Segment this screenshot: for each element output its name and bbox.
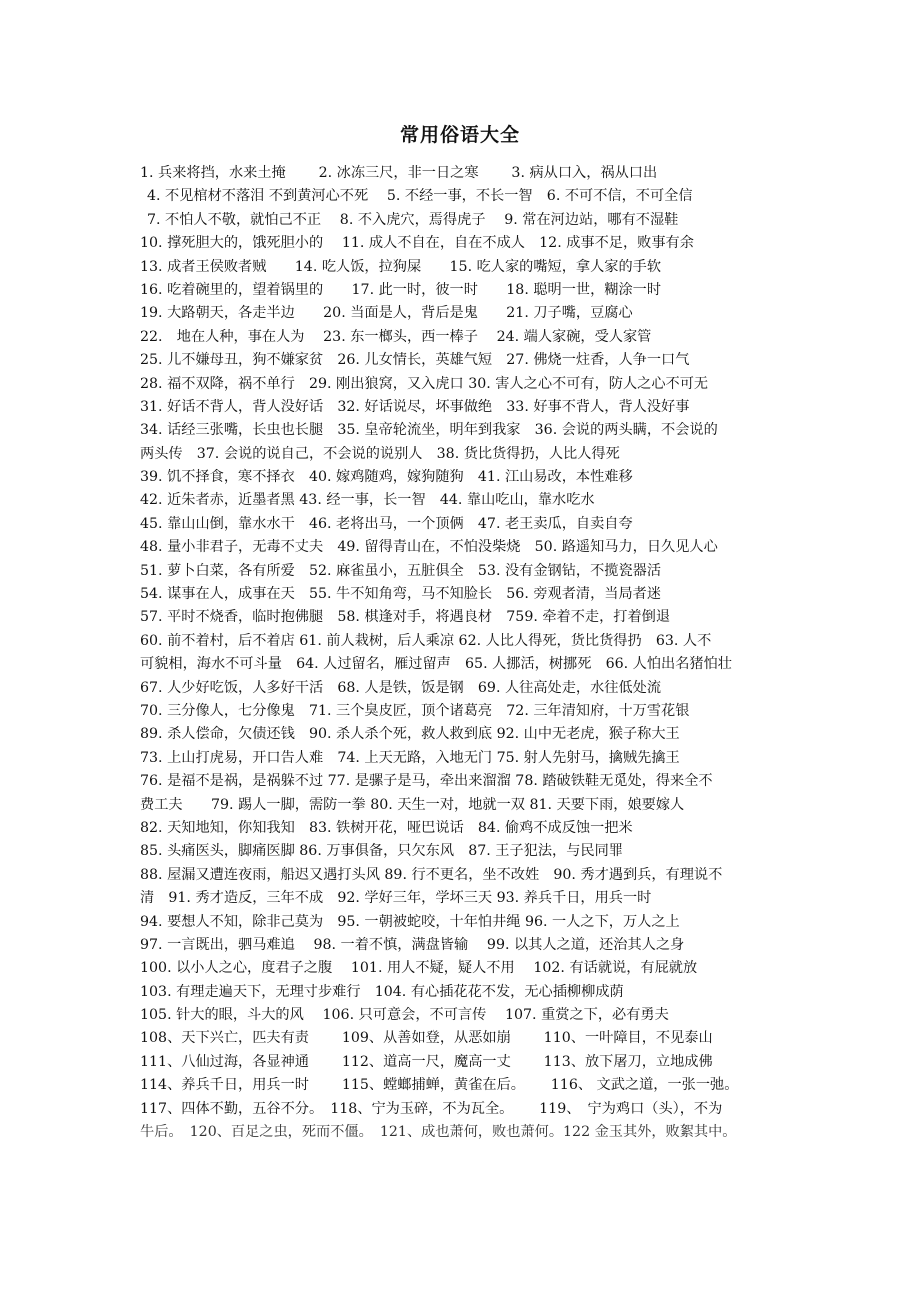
proverb-line: 45. 靠山山倒，靠水水干 46. 老将出马，一个顶俩 47. 老王卖瓜，自卖自夸 bbox=[140, 515, 633, 532]
proverb-line: 7. 不怕人不敬，就怕己不正 8. 不入虎穴，焉得虎子 9. 常在河边站，哪有不湿鞋 bbox=[147, 211, 679, 228]
page-title: 常用俗语大全 bbox=[399, 124, 520, 146]
proverb-line: 114、养兵千日，用兵一时 115、螳螂捕蝉，黄雀在后。 116、 文武之道，一张一弛。 bbox=[140, 1077, 739, 1094]
proverb-line: 4. 不见棺材不落泪 不到黄河心不死 5. 不经一事，不长一智 6. 不可不信，不可全信 bbox=[147, 188, 693, 205]
proverb-line: 19. 大路朝天，各走半边 20. 当面是人，背后是鬼 21. 刀子嘴，豆腐心 bbox=[140, 305, 633, 322]
proverb-line: 费工夫 79. 踢人一脚，需防一拳 80. 天生一对，地就一双 81. 天要下雨，娘要嫁人 bbox=[140, 796, 685, 813]
proverb-line: 48. 量小非君子，无毒不丈夫 49. 留得青山在，不怕没柴烧 50. 路遥知马力，日久见人心 bbox=[140, 539, 718, 556]
proverb-line: 清 91. 秀才造反，三年不成 92. 学好三年，学坏三天 93. 养兵千日，用兵一时 bbox=[140, 890, 652, 907]
proverb-line: 117、四体不勤，五谷不分。 118、宁为玉碎，不为瓦全。 119、 宁为鸡口（头），不为 bbox=[140, 1100, 723, 1117]
proverb-list bbox=[140, 162, 792, 1144]
proverb-line: 94. 要想人不知，除非己莫为 95. 一朝被蛇咬，十年怕井绳 96. 一人之下，万人之上 bbox=[140, 913, 680, 930]
proverb-line: 可貌相，海水不可斗量 64. 人过留名，雁过留声 65. 人挪活，树挪死 66. 人怕出名猪怕壮 bbox=[140, 656, 732, 673]
proverb-line: 67. 人少好吃饭，人多好干活 68. 人是铁，饭是钢 69. 人往高处走，水往低处流 bbox=[140, 679, 662, 696]
proverb-line: 51. 萝卜白菜，各有所爱 52. 麻雀虽小，五脏俱全 53. 没有金钢钻，不揽瓷器活 bbox=[140, 562, 662, 579]
proverb-line: 111、八仙过海，各显神通 112、道高一尺，魔高一丈 113、放下屠刀，立地成佛 bbox=[140, 1053, 713, 1070]
proverb-line: 39. 饥不择食，寒不择衣 40. 嫁鸡随鸡，嫁狗随狗 41. 江山易改，本性难移 bbox=[140, 469, 633, 486]
proverb-line: 16. 吃着碗里的，望着锅里的 17. 此一时，彼一时 18. 聪明一世，糊涂一时 bbox=[140, 281, 662, 298]
proverb-line: 97. 一言既出，驷马难追 98. 一着不慎，满盘皆输 99. 以其人之道，还治其人之身 bbox=[140, 936, 685, 953]
proverb-line: 105. 针大的眼，斗大的风 106. 只可意会，不可言传 107. 重赏之下，必有勇夫 bbox=[140, 1007, 669, 1024]
proverb-line: 73. 上山打虎易，开口告人难 74. 上天无路，入地无门 75. 射人先射马，擒贼先擒王 bbox=[140, 749, 680, 766]
proverb-line: 28. 福不双降，祸不单行 29. 刚出狼窝，又入虎口 30. 害人之心不可有，防人之心不可无 bbox=[140, 375, 709, 392]
proverb-line: 54. 谋事在人，成事在天 55. 牛不知角弯，马不知脸长 56. 旁观者清，当局者迷 bbox=[140, 586, 662, 603]
proverb-line: 31. 好话不背人，背人没好话 32. 好话说尽，坏事做绝 33. 好事不背人，背人没好事 bbox=[140, 398, 690, 415]
proverb-line: 25. 儿不嫌母丑，狗不嫌家贫 26. 儿女情长，英雄气短 27. 佛烧一炷香，人争一口气 bbox=[140, 352, 690, 369]
proverb-line: 22. 地在人种，事在人为 23. 东一榔头，西一棒子 24. 端人家碗，受人家管 bbox=[140, 328, 652, 345]
proverb-line: 76. 是福不是祸，是祸躲不过 77. 是骡子是马，牵出来溜溜 78. 踏破铁鞋无觅处，得来全不 bbox=[140, 773, 713, 790]
proverb-line: 89. 杀人偿命，欠债还钱 90. 杀人杀个死，救人救到底 92. 山中无老虎，猴子称大王 bbox=[140, 726, 680, 743]
proverb-line: 70. 三分像人，七分像鬼 71. 三个臭皮匠，顶个诸葛亮 72. 三年清知府，十万雪花银 bbox=[140, 702, 690, 719]
proverb-line: 34. 话经三张嘴，长虫也长腿 35. 皇帝轮流坐，明年到我家 36. 会说的两头瞒，不会说的 bbox=[140, 422, 718, 439]
proverb-line: 108、天下兴亡，匹夫有责 109、从善如登，从恶如崩 110、一叶障目，不见泰山 bbox=[140, 1030, 713, 1047]
proverb-line: 牛后。 120、百足之虫，死而不僵。 121、成也萧何，败也萧何。122 金玉其外，败絮其中。 bbox=[140, 1124, 737, 1141]
proverb-line: 13. 成者王侯败者贼 14. 吃人饭，拉狗屎 15. 吃人家的嘴短，拿人家的手软 bbox=[140, 258, 662, 275]
proverb-line: 103. 有理走遍天下，无理寸步难行 104. 有心插花花不发，无心插柳柳成荫 bbox=[140, 983, 624, 1000]
proverb-line: 85. 头痛医头，脚痛医脚 86. 万事俱备，只欠东风 87. 王子犯法，与民同罪 bbox=[140, 843, 623, 860]
proverb-line: 60. 前不着村，后不着店 61. 前人栽树，后人乘凉 62. 人比人得死，货比货得扔 63. 人不 bbox=[140, 632, 712, 649]
proverb-line: 57. 平时不烧香，临时抱佛腿 58. 棋逢对手，将遇良材 759. 牵着不走，打着倒退 bbox=[140, 609, 671, 626]
proverb-line: 42. 近朱者赤，近墨者黑 43. 经一事，长一智 44. 靠山吃山，靠水吃水 bbox=[140, 492, 595, 509]
proverb-line: 100. 以小人之心，度君子之腹 101. 用人不疑，疑人不用 102. 有话就说，有屁就放 bbox=[140, 960, 698, 977]
proverb-line: 10. 撑死胆大的，饿死胆小的 11. 成人不自在，自在不成人 12. 成事不足，败事有余 bbox=[140, 235, 694, 252]
proverb-line: 两头传 37. 会说的说自己，不会说的说别人 38. 货比货得扔，人比人得死 bbox=[140, 445, 620, 462]
proverb-line: 82. 天知地知，你知我知 83. 铁树开花，哑巴说话 84. 偷鸡不成反蚀一把米 bbox=[140, 819, 633, 836]
proverb-line: 88. 屋漏又遭连夜雨，船迟又遇打头风 89. 行不更名，坐不改姓 90. 秀才遇到兵，有理说不 bbox=[140, 866, 723, 883]
proverb-line: 1. 兵来将挡，水来土掩 2. 冰冻三尺，非一日之寒 3. 病从口入，祸从口出 bbox=[140, 165, 658, 181]
